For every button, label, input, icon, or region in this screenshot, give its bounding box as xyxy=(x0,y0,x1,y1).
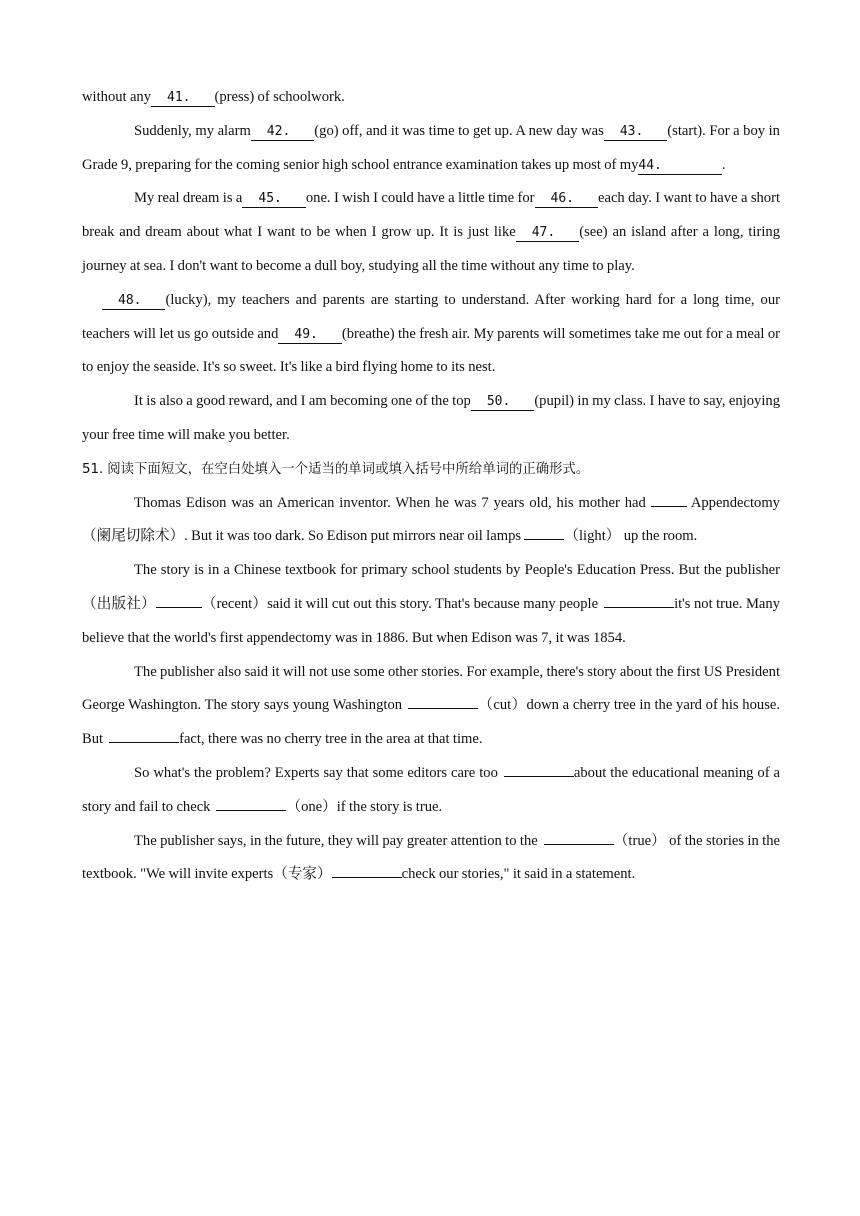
text: The story is in a Chinese textbook for primary school students by People's Education Press. But the publisher（出版社） xyxy=(82,562,780,612)
blank-44[interactable]: 44. xyxy=(638,158,721,175)
blank-appendectomy-verb[interactable] xyxy=(651,490,687,507)
text: (press) of schoolwork. xyxy=(214,89,345,105)
text: each day. I want to have a short break and dream about what I want to be when I grow up. It is just like xyxy=(82,190,781,241)
text: (breathe) the fresh air. My parents will sometimes take me out for a meal or to enjoy the seaside. It's so sweet. It's like a bird flying home to its nest. xyxy=(82,325,780,376)
blank-48[interactable]: 48. xyxy=(102,293,165,310)
story-paragraph-1 xyxy=(82,487,780,555)
blank-cut[interactable] xyxy=(408,692,478,709)
question-instruction: 阅读下面短文，在空白处填入一个适当的单词或填入括号中所给单词的正确形式。 xyxy=(107,461,590,477)
question-51-heading xyxy=(82,453,780,487)
blank-43[interactable]: 43. xyxy=(604,124,667,141)
text: (go) off, and it was time to get up. A new day was xyxy=(314,122,604,139)
story-paragraph-2 xyxy=(82,554,780,655)
text: （one）if the story is true. xyxy=(286,798,443,815)
text: The publisher says, in the future, they will pay greater attention to the xyxy=(134,832,538,849)
text: （recent）said it will cut out this story. That's because many people xyxy=(201,595,599,612)
passage-paragraph-4 xyxy=(82,284,780,385)
text: (lucky), my teachers and parents are starting to understand. After working hard for a long time, our teachers will let us go outside and xyxy=(82,291,780,342)
story-paragraph-3 xyxy=(82,656,780,757)
question-number: 51. xyxy=(82,461,104,477)
blank-42[interactable]: 42. xyxy=(251,124,314,141)
passage-paragraph-2 xyxy=(82,115,780,183)
story-paragraph-5 xyxy=(82,825,780,893)
blank-light[interactable] xyxy=(524,523,564,540)
blank-46[interactable]: 46. xyxy=(535,191,598,208)
blank-one[interactable] xyxy=(216,794,286,811)
passage-paragraph-3 xyxy=(82,182,780,283)
text: （light） up the room. xyxy=(564,528,698,545)
text: one. I wish I could have a little time for xyxy=(305,190,535,207)
text: The publisher also said it will not use some other stories. For example, there's story about the first US President George Washington. The story says young Washington xyxy=(82,663,780,714)
blank-45[interactable]: 45. xyxy=(242,191,305,208)
text: My real dream is a xyxy=(134,190,243,207)
text: (start). For a boy in Grade 9, preparing for the coming senior high school entrance examination takes up most of my xyxy=(82,122,780,173)
text: （true） of the stories in the textbook. "We will invite experts（专家） xyxy=(82,832,781,883)
text: without any xyxy=(82,89,152,105)
text: check our stories," it said in a statement. xyxy=(401,866,636,883)
blank-49[interactable]: 49. xyxy=(278,327,341,344)
text: It is also a good reward, and I am becoming one of the top xyxy=(134,393,471,410)
blank-50[interactable]: 50. xyxy=(471,394,534,411)
blank-41[interactable]: 41. xyxy=(151,90,214,107)
text: fact, there was no cherry tree in the area at that time. xyxy=(179,731,483,748)
text: . xyxy=(721,156,726,173)
story-paragraph-4 xyxy=(82,757,780,825)
text: So what's the problem? Experts say that some editors care too xyxy=(134,764,498,781)
blank-recent[interactable] xyxy=(156,591,202,608)
passage-paragraph-1 xyxy=(82,81,780,115)
blank-in-fact[interactable] xyxy=(109,726,179,743)
passage-paragraph-5 xyxy=(82,385,780,453)
document-page xyxy=(82,81,780,892)
blank-much[interactable] xyxy=(504,760,574,777)
blank-to[interactable] xyxy=(332,861,402,878)
text: (see) an island after a long, tiring journey at sea. I don't want to become a dull boy, studying all the time without any time to play. xyxy=(82,224,780,274)
text: Suddenly, my alarm xyxy=(134,122,251,139)
blank-true[interactable] xyxy=(544,828,614,845)
blank-believe[interactable] xyxy=(604,591,674,608)
text: about the educational meaning of a story and fail to check xyxy=(82,764,780,815)
text: it's not true. Many believe that the world's first appendectomy was in 1886. But when Edison was 7, it was 1854. xyxy=(82,595,780,646)
text: (pupil) in my class. I have to say, enjoying your free time will make you better. xyxy=(82,393,780,443)
text: （cut）down a cherry tree in the yard of his house. But xyxy=(82,697,780,748)
text: Thomas Edison was an American inventor. When he was 7 years old, his mother had xyxy=(134,494,646,511)
blank-47[interactable]: 47. xyxy=(516,225,579,242)
text: Appendectomy （阑尾切除术）. But it was too dark. So Edison put mirrors near oil lamps xyxy=(82,494,780,545)
